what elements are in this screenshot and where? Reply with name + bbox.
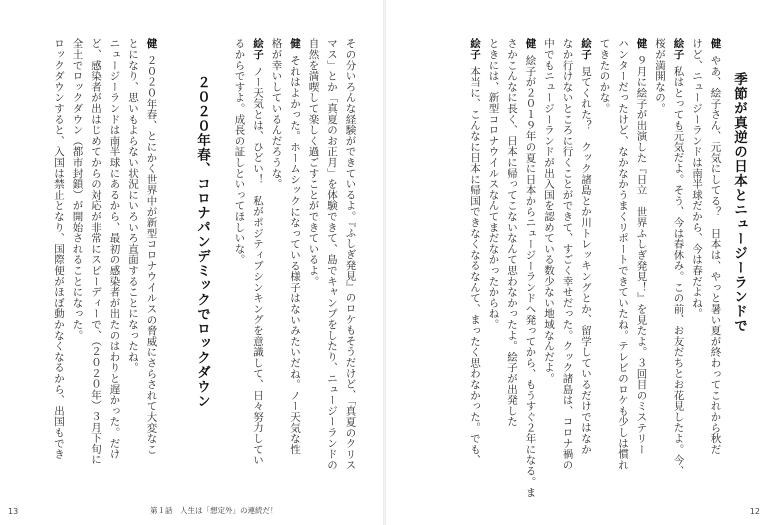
text-column	[341, 38, 360, 470]
column-text: 見てくれた？ クック諸島とか川トレッキングとか、留学しているだけではなか	[580, 65, 592, 455]
text-column	[68, 38, 87, 340]
text-column	[124, 38, 143, 373]
column-text: ノー天気とは、ひどい！ 私がポジティブシンキングを意識して、日々努力してい	[252, 65, 264, 466]
speaker-label: 絵子	[469, 38, 481, 60]
column-text: 格が幸いしているんだろうな。	[270, 38, 283, 190]
column-text: ９月に絵子が出演した『日立 世界ふしぎ発見！』を見たよ。３回目のミステリー	[635, 54, 648, 455]
chapter-heading: 季節が真逆の日本とニュージーランドで	[731, 72, 747, 333]
column-text: 私はとっても元気だよ。そう、今は春休み。この前、お友だちとお花見したよ。今、	[672, 65, 685, 477]
column-text: 全土でロックダウン（都市封鎖）が開始されることになった。	[71, 38, 84, 341]
text-column	[706, 38, 725, 454]
text-column	[87, 38, 106, 465]
column-text: それはよかった。ホームシックになっている様子はないみたいだね。ノー天気な性	[289, 54, 301, 455]
column-text: とになり、思いもよらない状況にいろいろ直面することになったね。	[127, 38, 139, 373]
page-number: 13	[8, 507, 19, 516]
column-text: 本当に、こんなに日本に帰国できなくなるなんて、まったく思わなかった。でも、	[469, 65, 481, 466]
speaker-label: 健	[635, 38, 648, 49]
column-text: てきたのかな。	[598, 38, 611, 114]
text-column	[521, 38, 540, 498]
column-text: さかこんなに長く、日本に帰ってこないなんて思わなかったよ。絵子が出発した	[506, 38, 518, 427]
column-text: 中でもニュージーランドが出入国を認めている数少ない地域なんだよ。	[543, 38, 555, 384]
column-text: ニュージーランドは南半球にあるから、最初の感染者が出たのはわりと遅かった。だけ	[108, 38, 121, 460]
text-column	[142, 38, 161, 454]
text-column	[614, 38, 633, 470]
text-column	[304, 38, 323, 286]
section-heading: ２０２０年春、コロナパンデミックでロックダウン	[194, 75, 210, 409]
column-text: ハンターだったけど、なかなかうまくリポートできていたね。テレビのロケも少しは慣れ	[617, 38, 629, 470]
column-text: 桜が満開なの。	[654, 38, 666, 114]
column-text: やあ、絵子さん、元気にしてる？ 日本は、やっと暑い夏が終わってこれから秋だ	[709, 54, 722, 455]
text-column	[50, 38, 69, 459]
text-column	[249, 38, 268, 465]
text-column	[669, 38, 688, 476]
text-column	[651, 38, 670, 114]
text-column	[323, 38, 342, 470]
page-number: 12	[749, 507, 760, 516]
column-text: その分いろんな経験ができているよ。『ふしぎ発見』のロケもそうだけど、「真夏のクリス	[344, 38, 357, 471]
text-column	[286, 38, 305, 454]
speaker-label: 健	[524, 38, 537, 49]
speaker-label: 健	[289, 38, 301, 49]
column-text: ロックダウンすると、入国は禁止となり、国際便がほぼ動かなくなるから、出国もでき	[53, 38, 65, 460]
text-column	[503, 38, 522, 427]
right-page	[386, 0, 768, 525]
column-text: けど、ニュージーランドは南半球だから、今は春だよね。	[691, 38, 703, 319]
speaker-label: 健	[709, 38, 722, 49]
text-column	[466, 38, 485, 465]
column-text: るからですよ。成長の証しといってほしいな。	[233, 38, 246, 265]
text-column	[105, 38, 124, 459]
column-text: ２０２０年春、とにかく世界中が新型コロナウイルスの脅威にさらされて大変なこ	[145, 54, 158, 455]
text-column	[595, 38, 614, 114]
text-column	[267, 38, 286, 189]
column-text: マス」とか「真夏のお正月」を体験できて、島でキャンプをしたり、ニュージーランドの	[326, 38, 338, 470]
column-text: 絵子が２０１９年の夏に日本からニュージーランドへ発ってから、もうすぐ２年になる。ま	[524, 54, 537, 498]
left-page	[0, 0, 383, 525]
speaker-label: 絵子	[672, 38, 685, 60]
column-text: 自然を満喫して楽しく過ごすことができているよ。	[307, 38, 320, 287]
text-column	[540, 38, 559, 384]
text-column	[577, 38, 596, 454]
text-column	[558, 38, 577, 470]
text-column	[632, 38, 651, 454]
column-text: ときには、新型コロナウイルスなんてまだなかったからね。	[487, 38, 500, 330]
text-column	[484, 38, 503, 330]
speaker-label: 健	[145, 38, 158, 49]
column-text: ど、感染者が出はじめてからの対応が非常にスピーディーで、（２０２０年）３月下旬に	[90, 38, 102, 465]
text-column	[688, 38, 707, 319]
text-column	[230, 38, 249, 265]
running-head: 第１話 人生は「想定外」の連続だ！	[150, 506, 278, 515]
speaker-label: 絵子	[580, 38, 592, 60]
speaker-label: 絵子	[252, 38, 264, 60]
column-text: なか行けないところに行くことができて、すごく幸せだった。クック諸島は、コロナ禍の	[561, 38, 574, 470]
